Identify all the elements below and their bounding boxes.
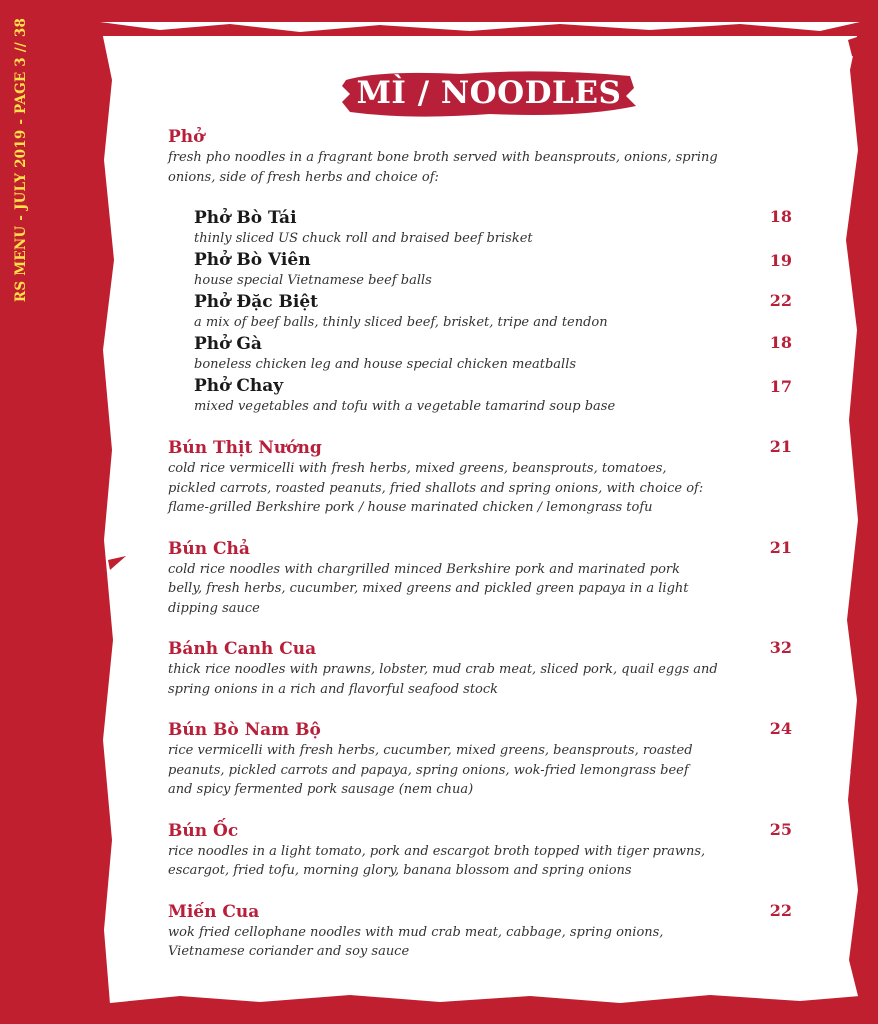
item-name: Phở <box>168 127 205 147</box>
option-name: Phở Bò Viên <box>194 250 311 270</box>
pho-option <box>194 375 798 417</box>
menu-item <box>168 820 798 881</box>
item-description: thick rice noodles with prawns, lobster, mud crab meat, sliced pork, quail eggs and spring onions in a rich and flavorful seafood stock <box>168 662 718 697</box>
pho-options <box>168 207 798 417</box>
menu-item <box>168 901 798 962</box>
item-name: Bánh Canh Cua <box>168 639 317 659</box>
item-name: Bún Thịt Nướng <box>168 438 322 458</box>
section-title: MÌ / NOODLES <box>356 75 622 111</box>
option-price: 18 <box>769 207 792 226</box>
section-title-banner <box>340 66 638 120</box>
option-name: Phở Đặc Biệt <box>194 292 319 312</box>
item-price: 21 <box>769 437 792 456</box>
item-name: Bún Bò Nam Bộ <box>168 720 321 740</box>
item-price: 24 <box>769 719 792 738</box>
item-description: wok fried cellophane noodles with mud crab meat, cabbage, spring onions, Vietnamese coriander and soy sauce <box>168 924 664 959</box>
menu-item <box>168 437 798 518</box>
option-name: Phở Gà <box>194 334 262 354</box>
item-price: 32 <box>769 638 792 657</box>
pho-option <box>194 207 798 249</box>
menu-list <box>168 126 798 962</box>
item-description: rice vermicelli with fresh herbs, cucumber, mixed greens, beansprouts, roasted peanuts, pickled carrots and papaya, spring onions, wok-fried lemongrass beef and spicy fermented pork sausage (nem chua) <box>168 743 693 797</box>
option-price: 18 <box>769 333 792 352</box>
option-description: mixed vegetables and tofu with a vegetable tamarind soup base <box>194 399 616 414</box>
item-name: Miến Cua <box>168 901 260 922</box>
pho-option <box>194 291 798 333</box>
menu-item <box>168 538 798 619</box>
item-name: Bún Chả <box>168 538 250 559</box>
option-description: house special Vietnamese beef balls <box>194 273 432 288</box>
page-side-label <box>6 17 36 303</box>
option-name: Phở Chay <box>194 376 284 396</box>
item-price: 21 <box>769 537 792 557</box>
option-description: thinly sliced US chuck roll and braised beef brisket <box>194 231 533 246</box>
item-description: fresh pho noodles in a fragrant bone broth served with beansprouts, onions, spring onions, side of fresh herbs and choice of: <box>168 150 718 185</box>
pho-option <box>194 333 798 375</box>
option-description: boneless chicken leg and house special chicken meatballs <box>194 357 577 372</box>
option-description: a mix of beef balls, thinly sliced beef, brisket, tripe and tendon <box>194 315 608 330</box>
item-price: 22 <box>769 900 792 920</box>
menu-item-pho <box>168 126 798 187</box>
item-price: 25 <box>769 819 792 839</box>
option-price: 19 <box>769 251 792 270</box>
option-name: Phở Bò Tái <box>194 208 297 228</box>
menu-item <box>168 638 798 699</box>
option-price: 22 <box>769 291 792 310</box>
item-description: cold rice noodles with chargrilled minced Berkshire pork and marinated pork belly, fresh herbs, cucumber, mixed greens and pickled green papaya in a light dipping sauce <box>168 561 689 616</box>
item-description: rice noodles in a light tomato, pork and escargot broth topped with tiger prawns, escargot, fried tofu, morning glory, banana blossom and spring onions <box>168 843 706 878</box>
side-label-text: RS MENU - JULY 2019 - PAGE 3 // 38 <box>13 17 29 303</box>
pho-option <box>194 249 798 291</box>
item-description: cold rice vermicelli with fresh herbs, mixed greens, beansprouts, tomatoes, pickled carrots, roasted peanuts, fried shallots and spring onions, with choice of: flame-grilled Berkshire pork / house marinated chicken / lemongrass tofu <box>168 461 704 515</box>
option-price: 17 <box>769 377 792 396</box>
menu-item <box>168 719 798 800</box>
item-name: Bún Ốc <box>168 820 239 841</box>
